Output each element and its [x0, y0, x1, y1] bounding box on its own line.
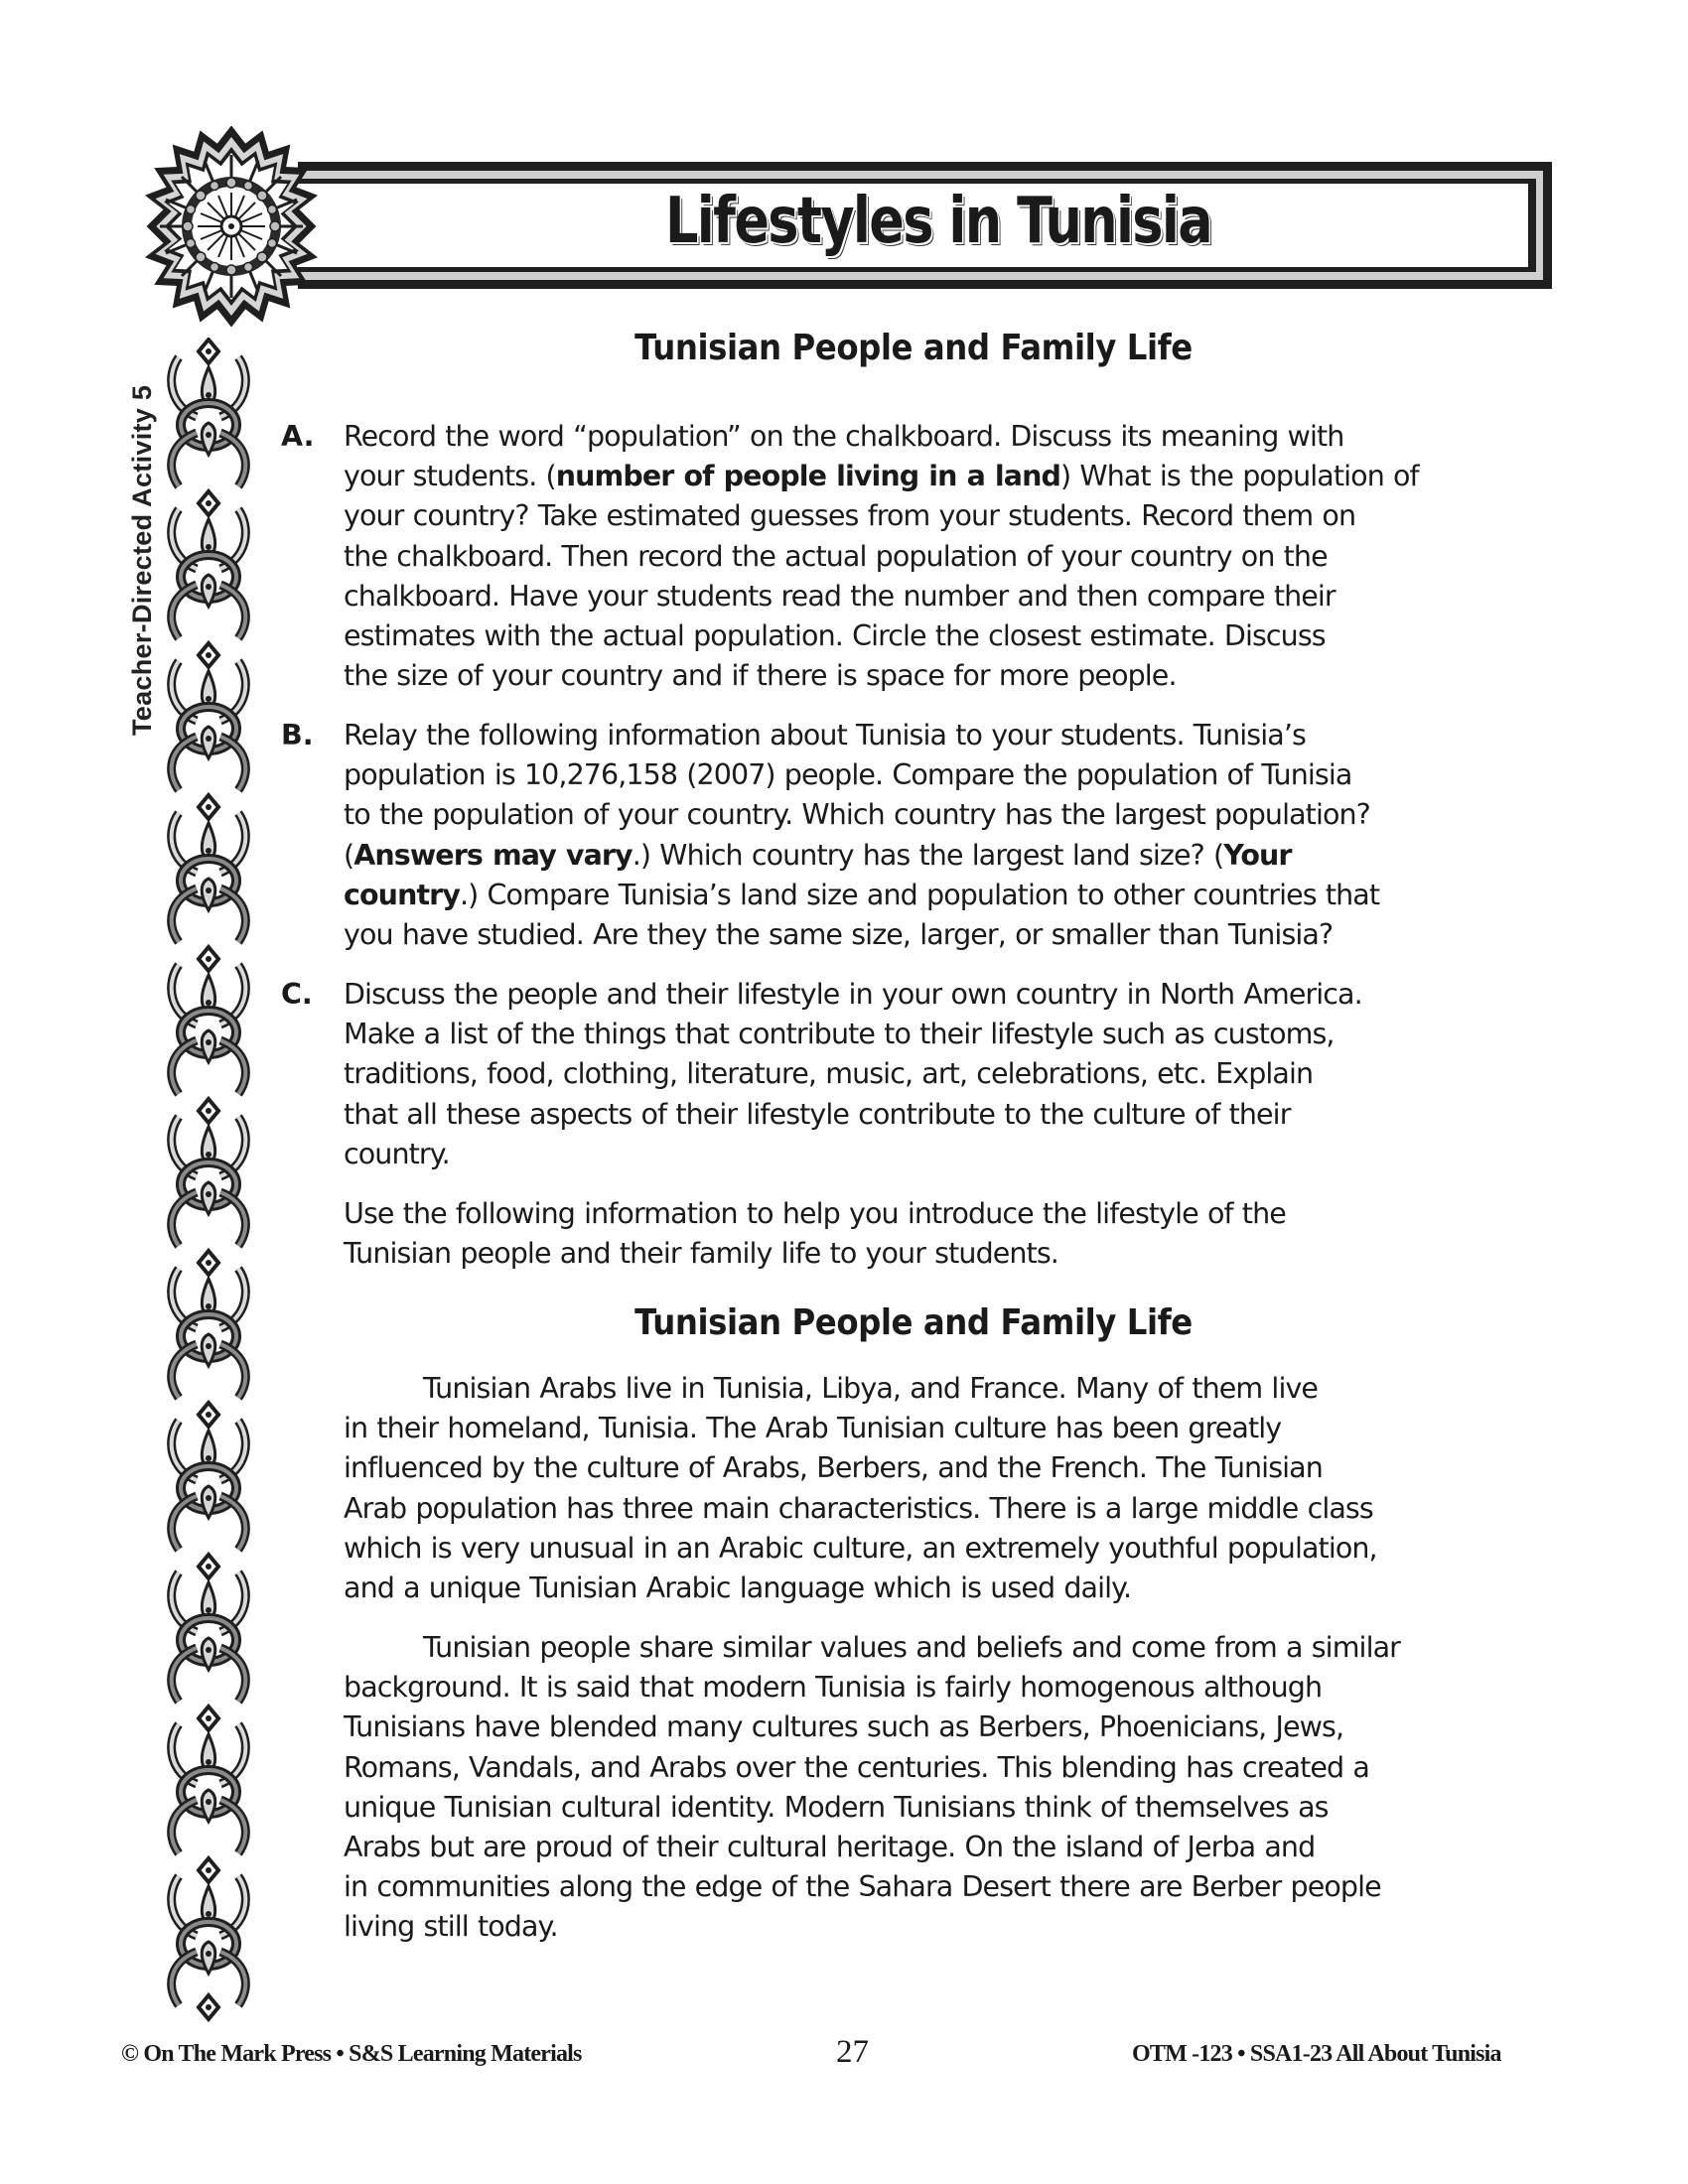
answer-emphasis: Answers may vary: [353, 838, 633, 872]
page-title: Lifestyles in Tunisia: [664, 185, 1212, 258]
item-a-line: the chalkboard. Then record the actual population of your country on the: [344, 539, 1328, 573]
item-b-line: you have studied. Are they the same size, larger, or smaller than Tunisia?: [344, 918, 1334, 952]
answer-emphasis: country: [344, 878, 461, 911]
item-b-line: Relay the following information about Tunisia to your students. Tunisia’s: [344, 719, 1306, 751]
item-b-line: population is 10,276,158 (2007) people. Compare the population of Tunisia: [344, 758, 1352, 792]
item-a-line: estimates with the actual population. Circle the closest estimate. Discuss: [344, 619, 1326, 653]
item-c-line: country.: [344, 1137, 450, 1170]
item-c-line: Make a list of the things that contribute to their lifestyle such as customs,: [344, 1018, 1335, 1051]
answer-emphasis: Your: [1223, 838, 1292, 872]
paragraph-2: Tunisian people share similar values and beliefs and come from a similar background. It is said that modern Tunisia is fairly homogenous although Tunisians have blended many cultures such as Berbers, Phoenicians, Jews, Romans, Vandals, and Arabs over the centuries. This blending has created a unique Tunisian cultural identity. Modern Tunisians think of themselves as Arabs but are proud of their cultural heritage. On the island of Jerba and in communities along the edge of the Sahara Desert there are Berber people living still today.: [344, 1631, 1400, 1944]
activity-side-label: Teacher-Directed Activity 5: [127, 384, 157, 737]
item-b-line: (Answers may vary.) Which country has the largest land size? (Your: [344, 838, 1292, 872]
item-a-line: your students. (number of people living in a land) What is the population of: [344, 460, 1419, 493]
section-heading-2: Tunisian People and Family Life: [634, 1302, 1193, 1343]
page-number: 27: [836, 2034, 869, 2070]
item-c-line: Discuss the people and their lifestyle in your own country in North America.: [344, 978, 1362, 1011]
item-a-line: the size of your country and if there is space for more people.: [344, 659, 1177, 693]
item-c-line: traditions, food, clothing, literature, music, art, celebrations, etc. Explain: [344, 1057, 1314, 1091]
rosette-medallion-icon: [127, 126, 336, 327]
item-label-a: A.: [281, 420, 315, 453]
answer-emphasis: number of people living in a land: [555, 460, 1061, 493]
item-c-line: that all these aspects of their lifestyle contribute to the culture of their: [344, 1097, 1291, 1131]
item-b-text: [344, 716, 1379, 955]
footer-publisher: © On The Mark Press • S&S Learning Materials: [121, 2041, 582, 2067]
item-c-text: [344, 975, 1362, 1174]
paragraph-1: Tunisian Arabs live in Tunisia, Libya, and France. Many of them live in their homeland, Tunisia. The Arab Tunisian culture has been greatly influenced by the culture of Arabs, Berbers, and the French. The Tunisian Arab population has three main characteristics. There is a large middle class which is very unusual in an Arabic culture, an extremely youthful population, and a unique Tunisian Arabic language which is used daily.: [344, 1372, 1377, 1605]
item-a-line: Record the word “population” on the chalkboard. Discuss its meaning with: [344, 420, 1344, 453]
section-heading: Tunisian People and Family Life: [634, 328, 1193, 368]
item-a-text: [344, 417, 1419, 696]
item-b-line: country.) Compare Tunisia’s land size and population to other countries that: [344, 878, 1380, 911]
footer-product-code: OTM -123 • SSA1-23 All About Tunisia: [1132, 2041, 1501, 2067]
ornamental-border-icon: [167, 338, 250, 2025]
item-a-line: chalkboard. Have your students read the number and then compare their: [344, 579, 1336, 613]
item-b-line: to the population of your country. Which country has the largest population?: [344, 798, 1370, 832]
item-label-c: C.: [281, 978, 313, 1011]
item-label-b: B.: [281, 719, 314, 751]
intro-paragraph: Use the following information to help you introduce the lifestyle of the Tunisian people and their family life to your students.: [344, 1197, 1286, 1271]
item-a-line: your country? Take estimated guesses from your students. Record them on: [344, 499, 1356, 533]
